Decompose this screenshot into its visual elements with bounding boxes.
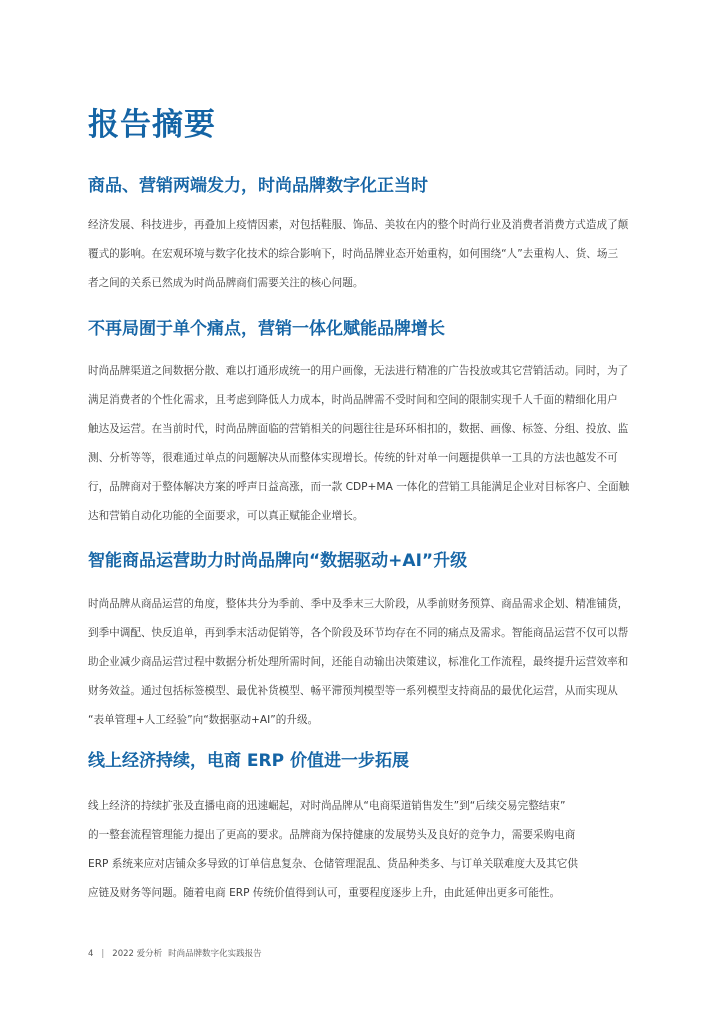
- section-2-paragraph: [88, 357, 648, 531]
- paragraph-line: 时尚品牌从商品运营的角度，整体共分为季前、季中及季末三大阶段，从季前财务预算、商品需求企划、精准铺货，: [88, 598, 629, 610]
- page-number: 4: [88, 949, 94, 959]
- page-footer: [88, 947, 262, 961]
- paragraph-line: 线上经济的持续扩张及直播电商的迅速崛起，对时尚品牌从“电商渠道销售发生”到“后续交易完整结束”: [88, 800, 566, 812]
- paragraph-line: 经济发展、科技进步，再叠加上疫情因素，对包括鞋服、饰品、美妆在内的整个时尚行业及消费者消费方式造成了颠: [88, 219, 629, 231]
- paragraph-line: 测、分析等等，很难通过单点的问题解决从而整体实现增长。传统的针对单一问题提供单一工具的方法也越发不可: [88, 452, 618, 464]
- paragraph-line: 助企业减少商品运营过程中数据分析处理所需时间，还能自动输出决策建议，标准化工作流程，最终提升运营效率和: [88, 656, 629, 668]
- paragraph-line: 财务效益。通过包括标签模型、最优补货模型、畅平滞预判模型等一系列模型支持商品的最优化运营，从而实现从: [88, 685, 618, 697]
- section-heading-4: 线上经济持续，电商 ERP 价值进一步拓展: [88, 751, 409, 771]
- section-heading-3: 智能商品运营助力时尚品牌向“数据驱动+AI”升级: [88, 551, 468, 571]
- paragraph-line: 应链及财务等问题。随着电商 ERP 传统价值得到认可，重要程度逐步上升，由此延伸出更多可能性。: [88, 887, 561, 899]
- section-3-paragraph: [88, 590, 648, 735]
- paragraph-line: 时尚品牌渠道之间数据分散、难以打通形成统一的用户画像，无法进行精准的广告投放或其它营销活动。同时，为了: [88, 365, 629, 377]
- section-4-paragraph: [88, 792, 648, 908]
- footer-brand: 2022 爱分析: [112, 949, 163, 959]
- footer-separator: |: [101, 949, 105, 959]
- paragraph-line: 触达及运营。在当前时代，时尚品牌面临的营销相关的问题往往是环环相扣的，数据、画像、标签、分组、投放、监: [88, 423, 629, 435]
- paragraph-line: ERP 系统来应对店铺众多导致的订单信息复杂、仓储管理混乱、货品种类多、与订单关联难度大及其它供: [88, 858, 578, 870]
- section-1-paragraph: [88, 211, 648, 298]
- paragraph-line: 覆式的影响。在宏观环境与数字化技术的综合影响下，时尚品牌业态开始重构，如何围绕“人”去重构人、货、场三: [88, 248, 619, 260]
- page-title: 报告摘要: [88, 107, 216, 143]
- paragraph-line: 者之间的关系已然成为时尚品牌商们需要关注的核心问题。: [88, 277, 364, 289]
- paragraph-line: “表单管理+人工经验”向“数据驱动+AI”的升级。: [88, 714, 319, 726]
- footer-report-title: 时尚品牌数字化实践报告: [168, 949, 262, 959]
- section-heading-2: 不再局囿于单个痛点，营销一体化赋能品牌增长: [88, 319, 445, 339]
- paragraph-line: 的一整套流程管理能力提出了更高的要求。品牌商为保持健康的发展势头及良好的竞争力，需要采购电商: [88, 829, 576, 841]
- paragraph-line: 到季中调配、快反追单，再到季末活动促销等，各个阶段及环节均存在不同的痛点及需求。智能商品运营不仅可以帮: [88, 627, 629, 639]
- paragraph-line: 达和营销自动化功能的全面要求，可以真正赋能企业增长。: [88, 510, 364, 522]
- section-heading-1: 商品、营销两端发力，时尚品牌数字化正当时: [88, 176, 428, 196]
- paragraph-line: 满足消费者的个性化需求，且考虑到降低人力成本，时尚品牌需不受时间和空间的限制实现千人千面的精细化用户: [88, 394, 618, 406]
- paragraph-line: 行，品牌商对于整体解决方案的呼声日益高涨，而一款 CDP+MA 一体化的营销工具能满足企业对目标客户、全面触: [88, 481, 630, 493]
